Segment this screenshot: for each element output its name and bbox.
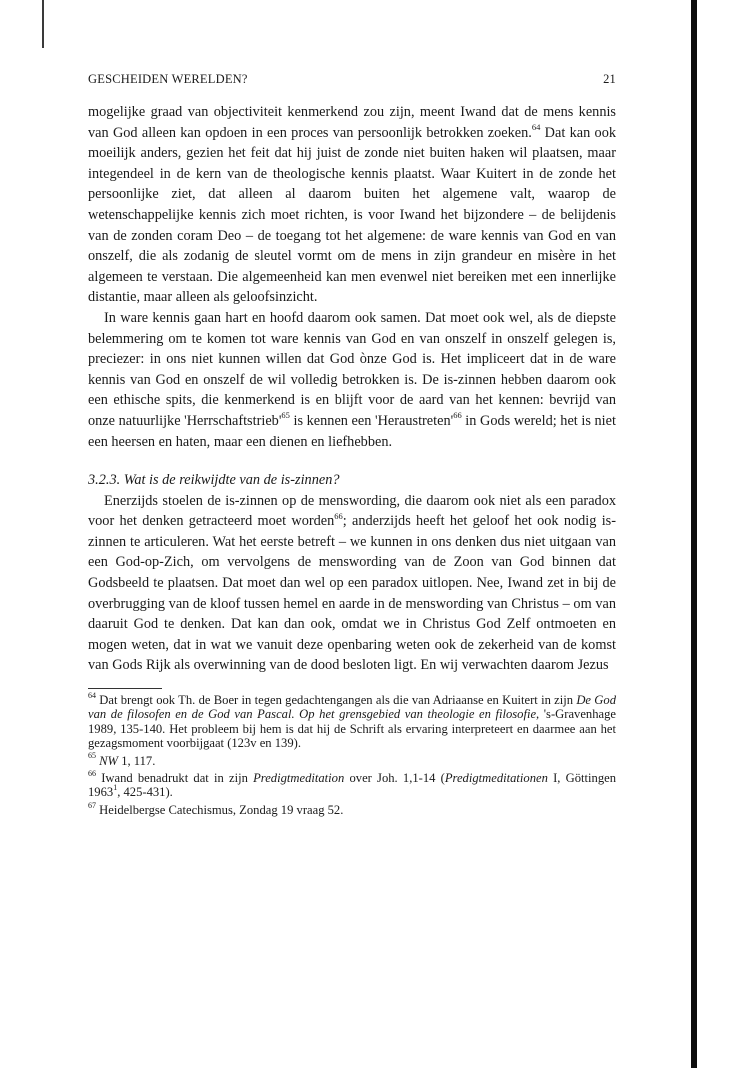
section-heading: 3.2.3. Wat is de reikwijdte van de is-zinnen?: [88, 472, 340, 489]
paragraph-2: In ware kennis gaan hart en hoofd daarom ook samen. Dat moet ook wel, als de diepste belemmering om te komen tot ware kennis van God en van onszelf in onszelf gelegen is, preciezer: in ons niet kunnen willen dat God ònze God is. Het impliceert dat in de ware kennis van God en onszelf de wil volledig betrokken is. De is-zinnen hebben daarom ook een ethische spits, die kenmerkend is en blijft voor de aard van het kennen: bevrijd van onze natuurlijke '$Herrschaftstrieb'^{65}$ is kennen een '$Heraustreten'^{66}$ in Gods wereld; het is niet een heersen en haten, maar een dienen en liefhebben.: [88, 309, 616, 450]
footnote-67: $^{67}$ Heidelbergse Catechismus, Zondag 19 vraag 52.: [88, 800, 344, 817]
paragraph-3: Enerzijds stoelen de is-zinnen op de menswording, die daarom ook niet als een paradox voor het denken getracteerd moet worden$^{66}$; anderzijds heeft het geloof het ook nodig is-zinnen te articuleren. Wat het eerste betreft – we kunnen in ons denken dus niet uitgaan van een God-op-Zich, om vervolgens de menswording van de Zoon van God binnen dat Godsbeeld te plaatsen. Dat moet dan wel op een paradox uitlopen. Nee, Iwand zet in bij de overbrugging van de kloof tussen hemel en aarde in de menswording van Christus – om van daaruit God te denken. Dat kan dan ook, omdat we in Christus God Zelf ontmoeten en mogen weten, dat in wat we vanuit deze openbaring weten ook de zekerheid van de komst van Gods Rijk als overwinning van de dood besloten ligt. En wij verwachten daarom Jezus: [88, 492, 616, 674]
footnotes: [88, 690, 616, 817]
running-head-title: GESCHEIDEN WERELDEN?: [88, 72, 248, 86]
running-head: [88, 72, 616, 87]
footnote-64: $^{64}$ Dat brengt ook Th. de Boer in tegen gedachtengangen als die van Adriaanse en Kuitert in zijn De God van de filosofen en de God van Pascal. Op het grensgebied van theologie en filosofie, 's-Gravenhage 1989, 135-140. Het probleem bij hem is dat hij de Schrift als ervaring interpreteert en daarmee aan het gezagsmoment voorbijgaat (123v en 139).: [88, 690, 616, 751]
paragraph-1: mogelijke graad van objectiviteit kenmerkend zou zijn, meent Iwand dat de mens kennis van God alleen kan opdoen in een proces van persoonlijk betrokken zoeken.$^{64}$ Dat kan ook moeilijk anders, gezien het feit dat hij juist de zonde niet buiten haken wil plaatsen, maar integendeel in de kern van de theologische kennis plaatst. Waar Kuitert in de zonde het persoonlijke ziet, dat alleen al daarom buiten het algemene valt, waarop de wetenschappelijke kennis zich moet richten, is voor Iwand het bijzondere – de belijdenis van de zonden coram Deo – de toegang tot het algemene: de ware kennis van God en van onszelf, die als zodanig de sleutel vormt om de mens in zijn grandeur en misère in het algemeen te verstaan. Die algemeenheid kan men evenwel niet bereiken met een innerlijke distantie, maar alleen als geloofsinzicht.: [88, 104, 616, 306]
footnote-ref-65: 65: [281, 410, 290, 421]
footnote-65: $^{65}$ NW 1, 117.: [88, 751, 156, 768]
footnote-ref-66: 66: [453, 410, 462, 421]
footnote-rule: [88, 688, 162, 689]
body-text: [88, 102, 616, 676]
section-gap: [88, 452, 616, 470]
scan-edge-right: [691, 0, 697, 1068]
footnote-66: $^{66}$ Iwand benadrukt dat in zijn Predigtmeditation over Joh. 1,1-14 (Predigtmeditationen I, Göttingen 1963$^1$, 425-431).: [88, 768, 616, 800]
book-page: [88, 72, 616, 820]
footnote-ref-66b: 66: [334, 510, 343, 521]
scan-edge-left: [42, 0, 44, 48]
page-number: 21: [603, 72, 616, 86]
footnote-ref-64: 64: [531, 121, 541, 132]
